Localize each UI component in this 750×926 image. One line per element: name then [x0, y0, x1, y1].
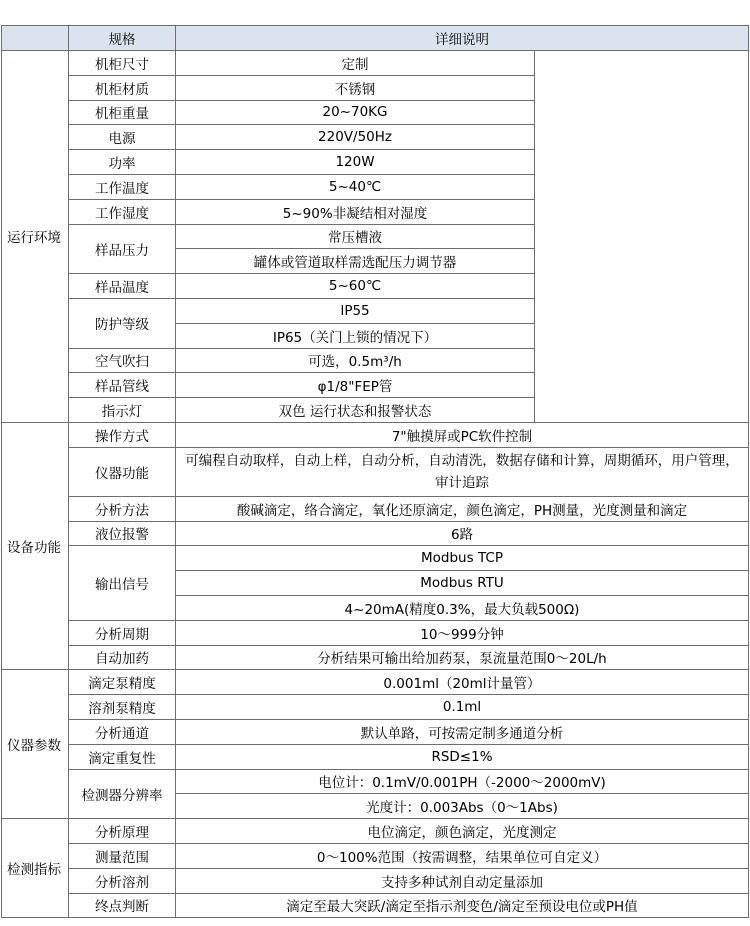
spec-value-cell: 5~40℃	[176, 174, 535, 199]
spec-value-cell: 支持多种试剂自动定量添加	[176, 868, 749, 893]
spec-label-cell: 输出信号	[69, 546, 176, 620]
spec-value-cell: 0.1ml	[176, 695, 749, 720]
table-row	[2, 893, 749, 918]
category-cell: 运行环境	[2, 51, 69, 423]
spec-label-cell: 电源	[69, 125, 176, 150]
spec-label-cell: 功率	[69, 150, 176, 175]
spec-label-cell: 溶剂泵精度	[69, 695, 176, 720]
spec-value-cell: φ1/8"FEP管	[176, 373, 535, 398]
spec-value-cell: 不锈钢	[176, 75, 535, 100]
header-spec: 规格	[69, 26, 176, 51]
spec-label-cell: 防护等级	[69, 298, 176, 348]
spec-table	[1, 25, 749, 918]
spec-label-cell: 分析通道	[69, 719, 176, 744]
spec-label-cell: 操作方式	[69, 422, 176, 447]
category-cell: 检测指标	[2, 819, 69, 918]
table-row	[2, 868, 749, 893]
spec-label-cell: 工作湿度	[69, 199, 176, 224]
spec-value-cell: 120W	[176, 150, 535, 175]
spec-value-cell: 0.001ml（20ml计量管）	[176, 670, 749, 695]
spec-value-cell: 0～100%范围（按需调整，结果单位可自定义）	[176, 843, 749, 868]
spec-value-cell: 电位滴定，颜色滴定，光度测定	[176, 819, 749, 844]
spec-value-cell: Modbus RTU	[176, 571, 749, 596]
spec-label-cell: 仪器功能	[69, 447, 176, 496]
spec-label-cell: 机柜材质	[69, 75, 176, 100]
table-row	[2, 670, 749, 695]
table-row	[2, 51, 749, 76]
spec-value-cell: 双色 运行状态和报警状态	[176, 398, 535, 423]
spec-label-cell: 分析方法	[69, 496, 176, 521]
spec-label-cell: 机柜尺寸	[69, 51, 176, 76]
spec-label-cell: 样品管线	[69, 373, 176, 398]
spec-label-cell: 滴定泵精度	[69, 670, 176, 695]
spec-label-cell: 分析原理	[69, 819, 176, 844]
spec-label-cell: 检测器分辨率	[69, 769, 176, 819]
category-cell: 仪器参数	[2, 670, 69, 819]
spec-label-cell: 分析溶剂	[69, 868, 176, 893]
table-row	[2, 422, 749, 447]
table-row	[2, 645, 749, 670]
spec-value-cell: 4~20mA(精度0.3%，最大负载500Ω)	[176, 595, 749, 620]
spec-value-cell: 常压槽液	[176, 224, 535, 249]
table-row	[2, 620, 749, 645]
spec-value-cell: Modbus TCP	[176, 546, 749, 571]
spec-value-cell: 6路	[176, 521, 749, 546]
table-row	[2, 546, 749, 571]
header-detail: 详细说明	[176, 26, 749, 51]
table-row	[2, 695, 749, 720]
spec-label-cell: 样品压力	[69, 224, 176, 274]
blank-cell	[535, 51, 749, 423]
table-row	[2, 843, 749, 868]
spec-label-cell: 液位报警	[69, 521, 176, 546]
spec-label-cell: 空气吹扫	[69, 348, 176, 373]
spec-value-cell: 10～999分钟	[176, 620, 749, 645]
spec-value-cell: 电位计：0.1mV/0.001PH（-2000～2000mV)	[176, 769, 749, 794]
spec-body	[2, 51, 749, 918]
spec-value-cell: RSD≤1%	[176, 744, 749, 769]
spec-label-cell: 自动加药	[69, 645, 176, 670]
table-row	[2, 521, 749, 546]
spec-label-cell: 分析周期	[69, 620, 176, 645]
spec-value-cell: 7"触摸屏或PC软件控制	[176, 422, 749, 447]
spec-value-cell: 20~70KG	[176, 100, 535, 125]
table-row	[2, 496, 749, 521]
spec-value-cell: IP65（关门上锁的情况下）	[176, 323, 535, 348]
table-row	[2, 447, 749, 496]
spec-value-cell: 默认单路，可按需定制多通道分析	[176, 719, 749, 744]
spec-value-cell: 220V/50Hz	[176, 125, 535, 150]
table-row	[2, 744, 749, 769]
spec-value-cell: 可选，0.5m³/h	[176, 348, 535, 373]
spec-label-cell: 终点判断	[69, 893, 176, 918]
spec-value-cell: 罐体或管道取样需选配压力调节器	[176, 249, 535, 274]
table-row	[2, 769, 749, 794]
spec-label-cell: 工作温度	[69, 174, 176, 199]
spec-value-cell: 5~60℃	[176, 274, 535, 299]
category-cell: 设备功能	[2, 422, 69, 669]
header-row	[2, 26, 749, 51]
spec-value-cell: IP55	[176, 298, 535, 323]
spec-label-cell: 指示灯	[69, 398, 176, 423]
spec-value-cell: 定制	[176, 51, 535, 76]
spec-value-cell: 酸碱滴定，络合滴定，氧化还原滴定，颜色滴定，PH测量，光度测量和滴定	[176, 496, 749, 521]
spec-label-cell: 测量范围	[69, 843, 176, 868]
spec-value-cell: 光度计：0.003Abs（0～1Abs)	[176, 794, 749, 819]
spec-label-cell: 滴定重复性	[69, 744, 176, 769]
spec-value-cell: 滴定至最大突跃/滴定至指示剂变色/滴定至预设电位或PH值	[176, 893, 749, 918]
spec-value-cell: 5~90%非凝结相对湿度	[176, 199, 535, 224]
table-row	[2, 719, 749, 744]
spec-value-cell: 可编程自动取样，自动上样，自动分析，自动清洗，数据存储和计算，周期循环，用户管理，审计追踪	[176, 447, 749, 496]
spec-label-cell: 机柜重量	[69, 100, 176, 125]
header-blank	[2, 26, 69, 51]
spec-value-cell: 分析结果可输出给加药泵，泵流量范围0～20L/h	[176, 645, 749, 670]
table-row	[2, 819, 749, 844]
spec-label-cell: 样品温度	[69, 274, 176, 299]
